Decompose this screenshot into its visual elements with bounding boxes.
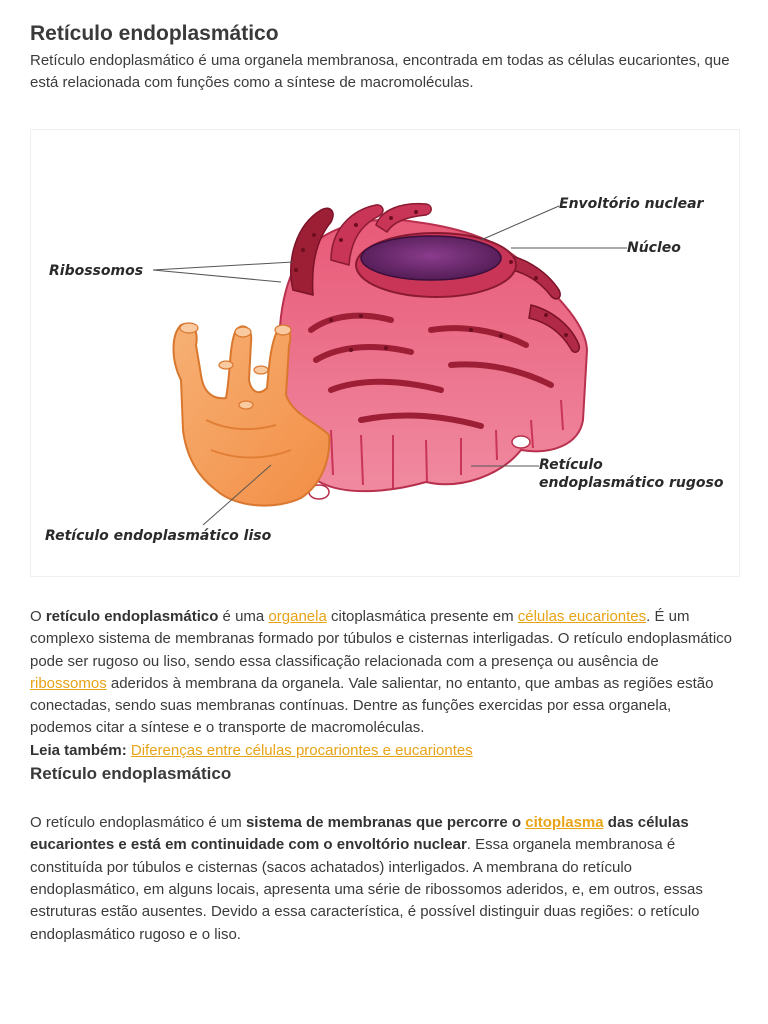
text-span: . É um complexo sistema de membranas formado por túbulos e cisternas interligadas. O retículo endoplasmático pode ser rugoso ou liso, sendo essa classificação relacionada com a presença ou ausência de [30, 608, 733, 670]
see-also [30, 740, 736, 762]
text-span: . Essa organela membranosa é constituída por túbulos e cisternas (sacos achatados) interligados. A membrana do retículo endoplasmático, em alguns locais, apresenta uma série de ribossomos aderidos, e, em outros, essas estruturas estão ausentes. Devido a essa característica, é possível distinguir duas regiões: o retículo endoplasmático rugoso e o liso. [30, 836, 703, 943]
link-ribossomos[interactable]: ribossomos [30, 674, 107, 692]
label-rugoso-line2: endoplasmático rugoso [539, 475, 724, 491]
bold-term: retículo endoplasmático [45, 608, 219, 625]
text-span: é uma [218, 608, 269, 625]
intro-text: Retículo endoplasmático é uma organela membranosa, encontrada em todas as células eucariontes, que está relacionada com funções como a síntese de macromoléculas. [30, 52, 730, 91]
paragraph-1 [30, 606, 736, 740]
label-liso: Retículo endoplasmático liso [45, 528, 272, 544]
link-celulas-eucariontes[interactable]: células eucariontes [517, 608, 647, 625]
page-title: Retículo endoplasmático [30, 22, 279, 45]
text-span: citoplasmática presente em [326, 608, 518, 625]
label-rugoso-line1: Retículo [539, 457, 603, 473]
link-citoplasma[interactable]: citoplasma [525, 814, 604, 832]
article-body [30, 606, 736, 946]
label-envoltorio-nuclear: Envoltório nuclear [559, 196, 704, 212]
article-header [30, 20, 740, 94]
bold-term: sistema de membranas que percorre o [245, 814, 526, 832]
er-diagram [30, 129, 740, 577]
paragraph-2 [30, 812, 736, 946]
section-heading: Retículo endoplasmático [30, 764, 232, 784]
see-also-label: Leia também: [30, 741, 127, 759]
text-span: O retículo endoplasmático é um [30, 814, 246, 832]
link-diferencas[interactable]: Diferenças entre células procariontes e eucariontes [130, 741, 473, 759]
text-span: aderidos à membrana da organela. Vale salientar, no entanto, que ambas as regiões estão conectadas, sendo suas membranas contínuas. Dentre as funções exercidas por essa organela, podemos citar a síntese e o transporte de macromoléculas. [30, 674, 714, 737]
text-span: O [30, 608, 46, 625]
er-illustration [31, 130, 739, 576]
link-organela[interactable]: organela [268, 608, 327, 625]
nucleus [356, 233, 516, 297]
label-nucleo: Núcleo [627, 240, 681, 256]
label-ribossomos: Ribossomos [49, 263, 144, 279]
bold-term: das células eucariontes e está em continuidade com o envoltório nuclear [30, 814, 689, 854]
